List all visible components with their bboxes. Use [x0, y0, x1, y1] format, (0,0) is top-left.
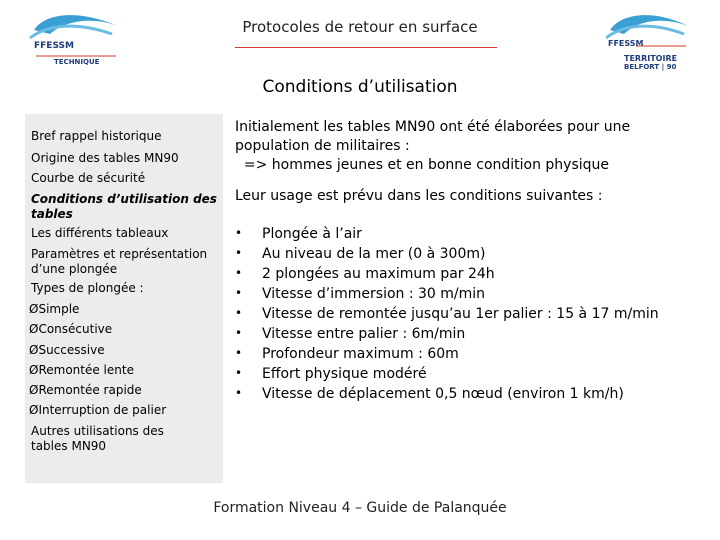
condition-text: Au niveau de la mer (0 à 300m): [262, 246, 486, 262]
condition-text: Vitesse de remontée jusqu’au 1er palier : 15 à 17 m/min: [262, 306, 659, 322]
condition-text: Vitesse de déplacement 0,5 nœud (environ 1 km/h): [262, 386, 624, 402]
bullet-icon: •: [235, 346, 243, 360]
sidebar-item-courbe[interactable]: Courbe de sécurité: [31, 171, 146, 185]
sidebar-item-label: Consécutive: [38, 322, 113, 336]
ffessm-territoire-logo: [606, 10, 690, 74]
sidebar-item-remontee-lente[interactable]: [29, 363, 219, 378]
sidebar-item-origine[interactable]: Origine des tables MN90: [31, 151, 179, 165]
sidebar-item-consecutive[interactable]: [29, 322, 219, 337]
bullet-icon: •: [235, 246, 243, 260]
bullet-icon: •: [235, 226, 243, 240]
sidebar-item-conditions-active[interactable]: Conditions d’utilisation des tables: [31, 192, 217, 221]
condition-text: Vitesse d’immersion : 30 m/min: [262, 286, 486, 302]
sidebar-item-label: Interruption de palier: [38, 403, 167, 417]
sidebar-item-historique[interactable]: Bref rappel historique: [31, 129, 162, 143]
bullet-icon: •: [235, 366, 243, 380]
condition-text: Profondeur maximum : 60m: [262, 346, 459, 362]
sidebar-item-interruption[interactable]: [29, 403, 219, 418]
bullet-icon: •: [235, 386, 243, 400]
logo-right-line2: BELFORT | 90: [624, 63, 677, 71]
sidebar-item-label: Successive: [38, 343, 105, 357]
bullet-icon: •: [235, 286, 243, 300]
sidebar-outline: [25, 114, 223, 483]
logo-left-org: FFESSM: [34, 41, 74, 51]
intro-line: Initialement les tables MN90 ont été élaborées pour une: [235, 119, 631, 135]
intro-line: population de militaires :: [235, 138, 410, 154]
page-title: Conditions d’utilisation: [262, 77, 458, 97]
sidebar-item-tableaux[interactable]: Les différents tableaux: [31, 226, 169, 240]
arrow-bullet-icon: Ø: [29, 403, 39, 417]
intro-paragraph: [235, 118, 695, 175]
condition-text: Vitesse entre palier : 6m/min: [262, 326, 466, 342]
footer-text: Formation Niveau 4 – Guide de Palanquée: [213, 500, 507, 516]
arrow-bullet-icon: Ø: [29, 363, 39, 377]
bullet-icon: •: [235, 266, 243, 280]
logo-right-line1: TERRITOIRE: [624, 54, 678, 63]
sidebar-item-remontee-rapide[interactable]: [29, 383, 219, 398]
intro-line: => hommes jeunes et en bonne condition physique: [235, 157, 610, 173]
condition-text: Effort physique modéré: [262, 366, 427, 382]
arrow-bullet-icon: Ø: [29, 322, 39, 336]
ffessm-technique-logo: [28, 8, 120, 68]
arrow-bullet-icon: Ø: [29, 302, 39, 316]
sidebar-item-simple[interactable]: [29, 302, 219, 317]
sidebar-item-types[interactable]: Types de plongée :: [31, 281, 144, 295]
bullet-icon: •: [235, 326, 243, 340]
header-divider: [235, 47, 497, 48]
sidebar-item-label: Remontée rapide: [38, 383, 142, 397]
sidebar-item-label: Simple: [38, 302, 80, 316]
sidebar-item-successive[interactable]: [29, 343, 219, 358]
sidebar-item-autres[interactable]: Autres utilisations des tables MN90: [31, 424, 164, 453]
logo-left-sub: TECHNIQUE: [54, 58, 100, 66]
condition-text: 2 plongées au maximum par 24h: [262, 266, 495, 282]
condition-text: Plongée à l’air: [262, 226, 362, 242]
header-title: Protocoles de retour en surface: [242, 18, 478, 36]
logo-right-org: FFESSM: [608, 39, 644, 48]
arrow-bullet-icon: Ø: [29, 383, 39, 397]
arrow-bullet-icon: Ø: [29, 343, 39, 357]
sidebar-item-label: Remontée lente: [38, 363, 134, 377]
sidebar-item-parametres[interactable]: Paramètres et représentation d’une plongée: [31, 247, 208, 276]
usage-sentence: Leur usage est prévu dans les conditions suivantes :: [235, 188, 603, 204]
bullet-icon: •: [235, 306, 243, 320]
